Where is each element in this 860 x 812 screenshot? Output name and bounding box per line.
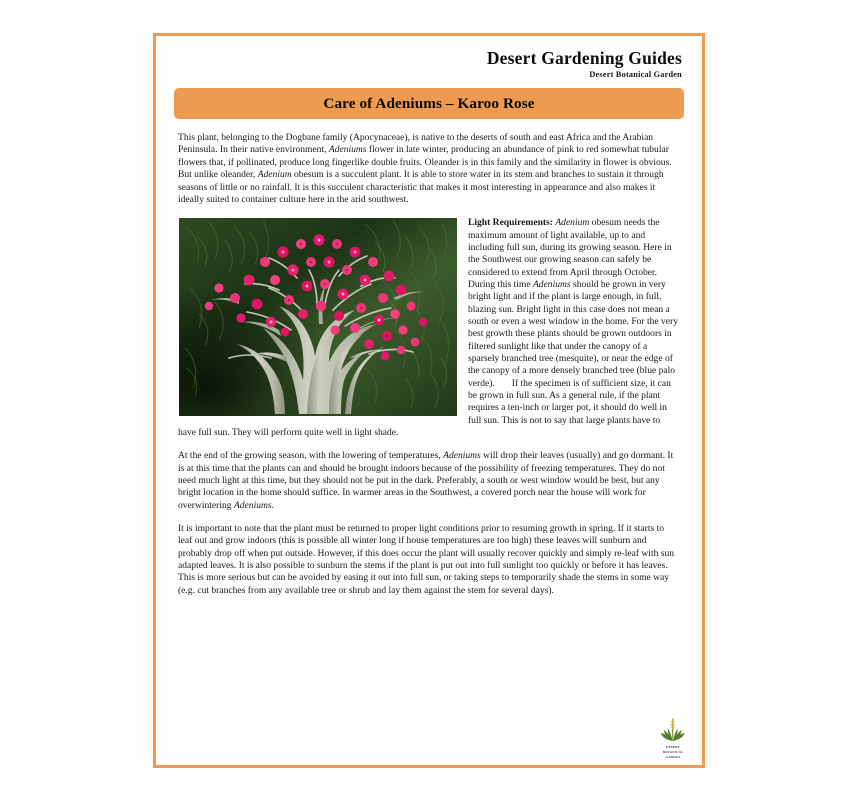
paragraph-dormancy xyxy=(178,450,680,512)
adenium-photo-image xyxy=(179,218,457,416)
dormancy-text-2: will drop their leaves (usually) and go dormant. It is at this time that the plants can and should be brought indoors because of the possibility of freezing temperatures. They do not need much light at this time, but they should not be put in the dark. Preferably, a south or west window would be best, but any bright location in the home should suffice. In warmer areas in the Southwest, a covered porch near the house will work for overwintering xyxy=(178,450,674,511)
dormancy-italic-2: Adeniums xyxy=(233,499,272,511)
spring-text: It is important to note that the plant must be returned to proper light conditions prior to resuming growth in spring. If it starts to leaf out and grow indoors (this is possible all winter long if house temperatures are too high) these leaves will sunburn and probably drop off when put outside. However, if this does occur the plant will usually recover quickly and simply re-leaf with sun adapted leaves. It is also possible to sunburn the stems if the plant is put out into full sunlight too quickly or before it has leaves. This is more serious but can be avoided by easing it out into full sun, or taking steps to temporarily shade the stems in some way (e.g. cut branches from any available tree or shrub and lay them against the stem for several days). xyxy=(178,523,675,596)
intro-italic-1: Adeniums xyxy=(328,144,367,156)
article-body xyxy=(174,132,684,597)
document-inner xyxy=(156,36,702,765)
page-title: Care of Adeniums – Karoo Rose xyxy=(323,94,535,112)
light-italic-2: Adeniums xyxy=(532,278,571,290)
paragraph-intro xyxy=(178,132,680,206)
title-banner xyxy=(174,88,684,119)
light-italic-1: Adenium xyxy=(555,217,590,229)
intro-text-2: flower in late winter, producing an abundance of pink to red somewhat tubular flowers that, if pollinated, produce long fingerlike double fruits. Oleander is in this family and the similarity in flower is obvious. But unlike oleander, xyxy=(178,144,672,181)
intro-italic-2: Adenium xyxy=(257,169,292,181)
logo-line-2: BOTANICAL xyxy=(662,750,684,754)
light-text-3: should be grown in very bright light and if the plant is large enough, in full, blazing sun. Bright light in this case does not mean a south or even a west window in the home. For the very best growth these plants should be grown outdoors in filtered sunlight like that under the canopy of a sparsely branched tree (mesquite), or near the edge of the canopy of a more densely branched tree (blue palo verde). xyxy=(468,278,678,389)
light-text-2: obesum needs the maximum amount of light available, up to and including full sun, during its growing season. Here in the Southwest our growing season can safely be considered to extend from April through October. During this time xyxy=(468,217,672,290)
agave-plant-icon xyxy=(658,717,688,744)
dormancy-italic-1: Adeniums xyxy=(443,450,481,462)
light-text-4: If the specimen is of sufficient size, it can be grown in full sun. As a general rule, if the plant requires a ten-inch or larger pot, it should do well in full sun. This is not to say that large plants have to have full sun. They will perform quite well in light shade. xyxy=(178,377,671,439)
masthead-subtitle: Desert Botanical Garden xyxy=(589,70,682,80)
intro-text-3: obesum is a succulent plant. It is able to store water in its stem and branches to sustain it through seasons of little or no rainfall. It is this succulent characteristic that makes it most interesting in appearance and also makes it ideally suited to container culture here in the arid southwest. xyxy=(178,169,664,205)
dormancy-text-3: . xyxy=(271,499,274,511)
light-requirements-heading: Light Requirements: xyxy=(468,217,553,229)
document-frame xyxy=(153,33,705,768)
adenium-photo xyxy=(179,218,457,416)
intro-text-1: This plant, belonging to the Dogbane family (Apocynaceae), is native to the deserts of south and east Africa and the Arabian Peninsula. In their native environment, xyxy=(178,132,654,156)
logo-line-3: GARDEN xyxy=(665,755,681,759)
masthead-title: Desert Gardening Guides xyxy=(486,48,682,68)
logo-line-1: DESERT xyxy=(666,745,680,749)
paragraph-spring-transition xyxy=(178,523,680,597)
dbg-logo xyxy=(658,717,688,757)
masthead xyxy=(174,48,684,79)
dormancy-text-1: At the end of the growing season, with the lowering of temperatures, xyxy=(178,450,444,462)
